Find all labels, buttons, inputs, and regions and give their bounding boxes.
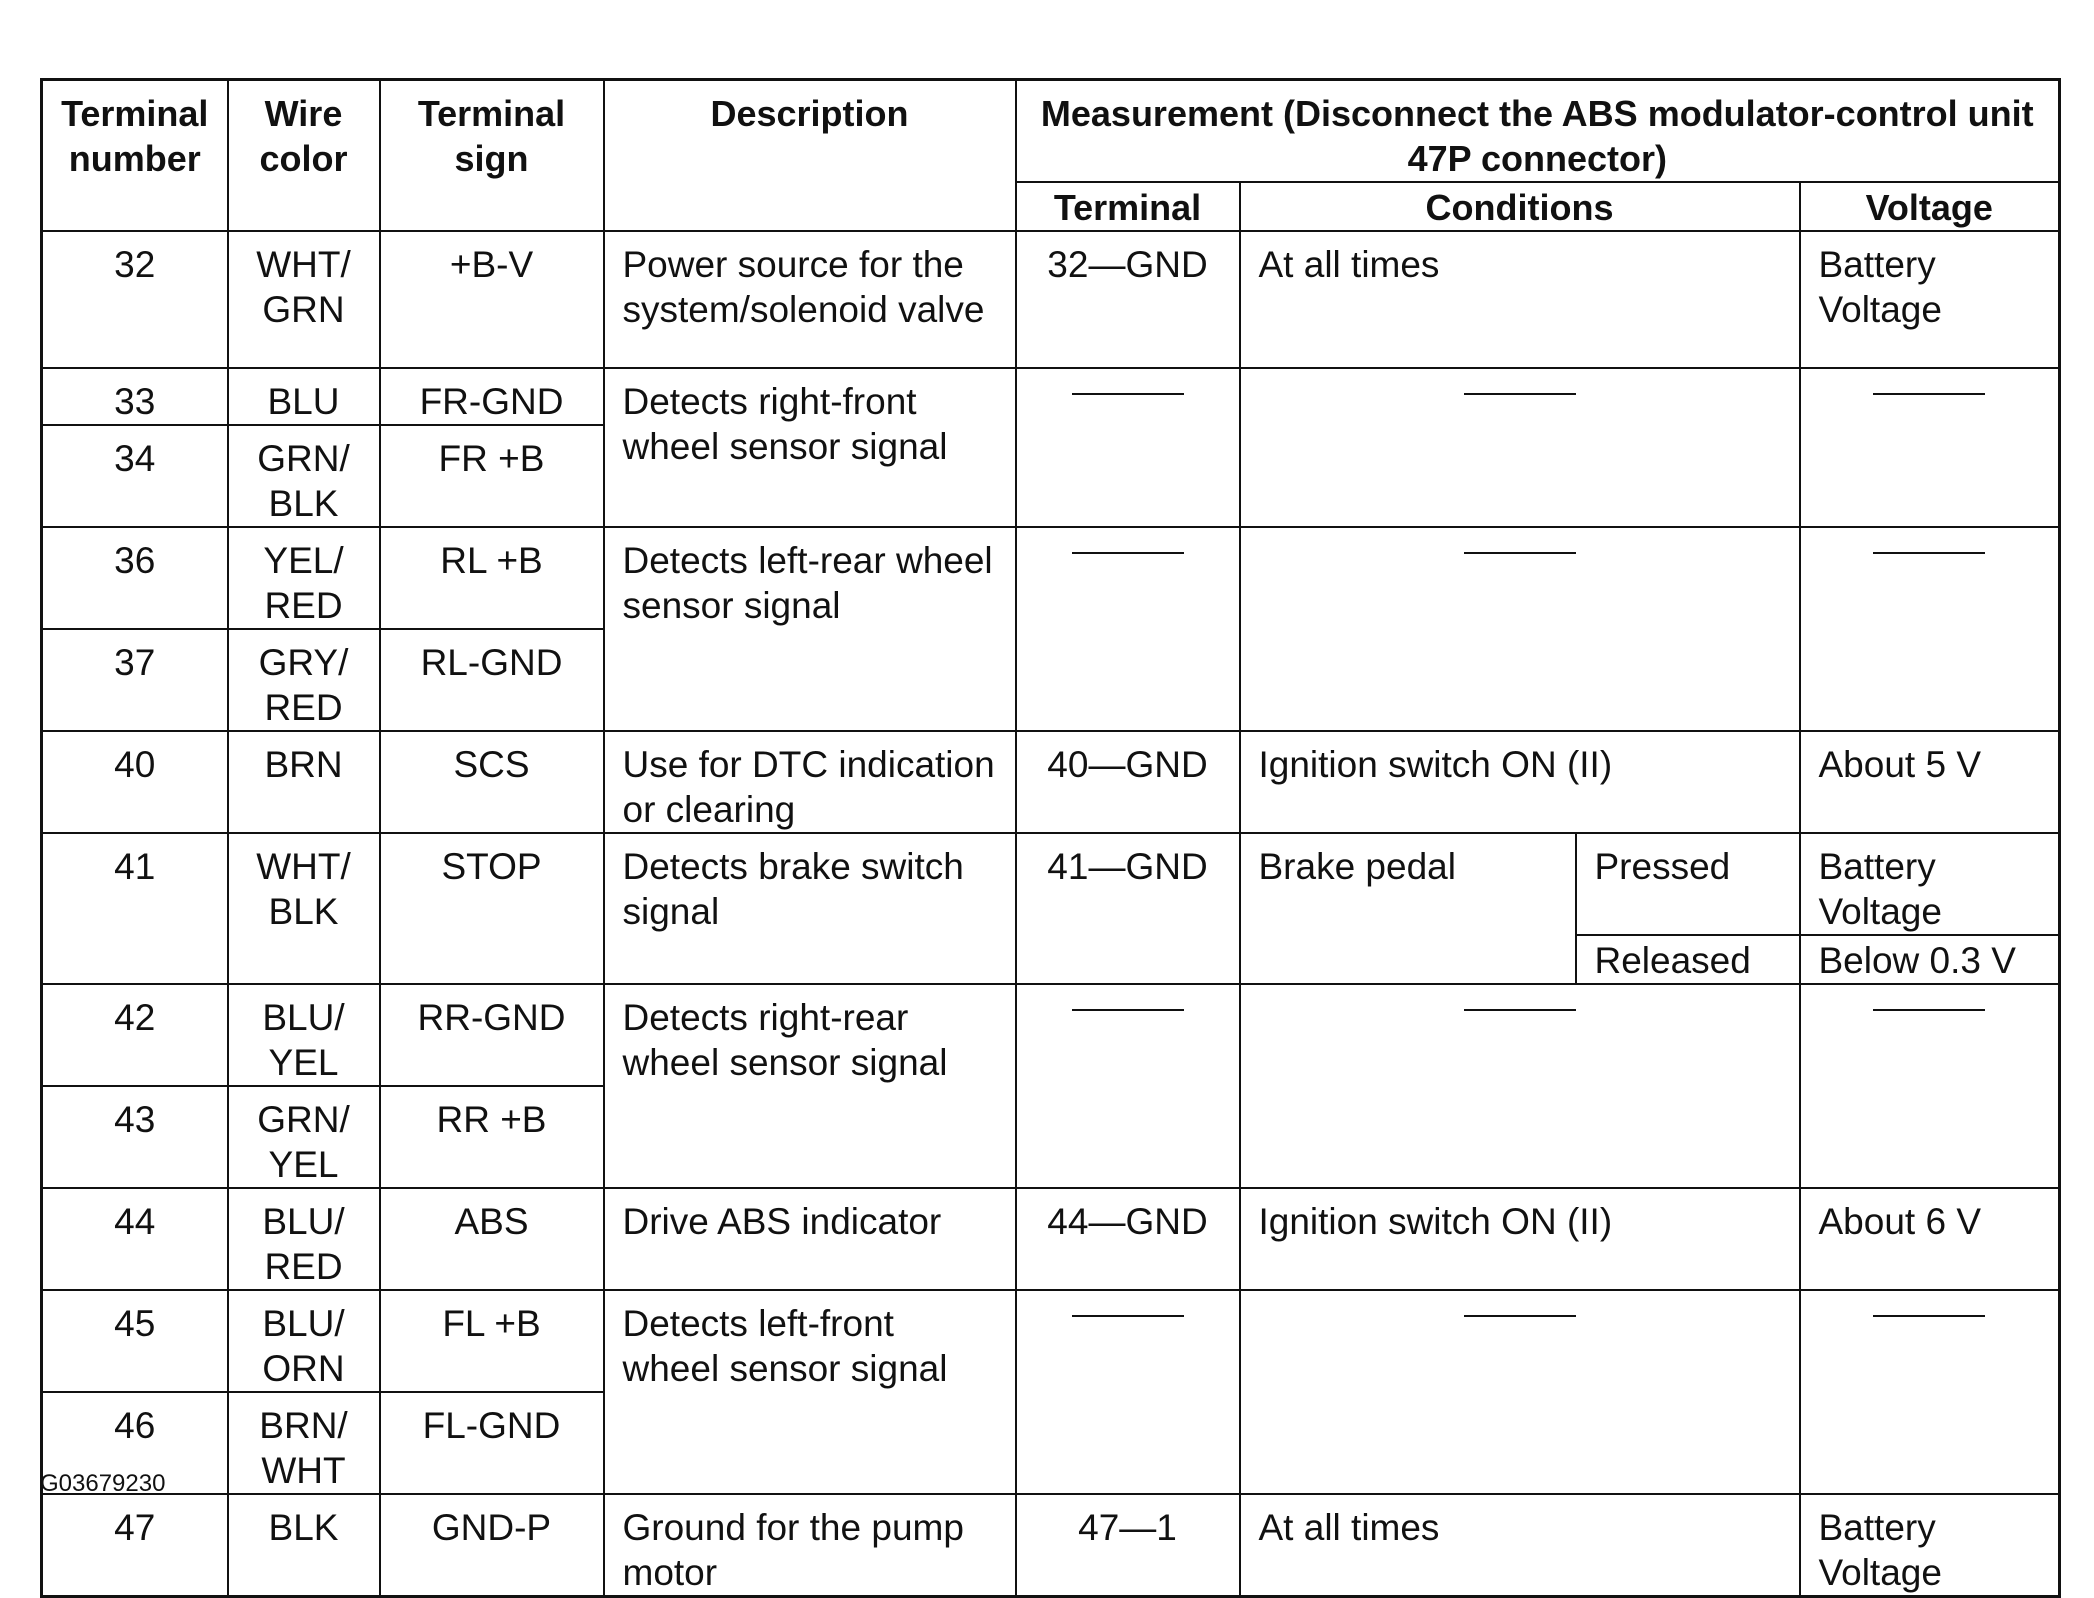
terminal-number: 34 [42,425,228,527]
dash-line [1464,393,1576,395]
terminal-number: 33 [42,368,228,425]
measure-conditions: Ignition switch ON (II) [1240,731,1800,833]
wire-color: GRN/ BLK [228,425,380,527]
table-row [42,1290,2060,1392]
measure-conditions-none [1240,1290,1800,1494]
terminal-number: 45 [42,1290,228,1392]
figure-id: G03679230 [40,1470,166,1497]
measure-conditions: At all times [1240,1494,1800,1597]
terminal-sign: ABS [380,1188,604,1290]
terminal-number: 40 [42,731,228,833]
measure-terminal: 32—GND [1016,231,1240,368]
terminal-number: 47 [42,1494,228,1597]
measure-state-released: Released [1576,935,1800,984]
header-measurement: Measurement (Disconnect the ABS modulator-control unit 47P connector) [1016,80,2060,183]
measure-conditions-none [1240,368,1800,527]
measure-voltage: About 6 V [1800,1188,2060,1290]
wire-color: GRY/ RED [228,629,380,731]
terminal-number: 41 [42,833,228,984]
measure-terminal: 41—GND [1016,833,1240,984]
table-row [42,1188,2060,1290]
terminal-sign: RR-GND [380,984,604,1086]
table-row [42,368,2060,425]
measure-conditions-none [1240,527,1800,731]
terminal-sign: FL +B [380,1290,604,1392]
description: Ground for the pump motor [604,1494,1016,1597]
measure-terminal: 40—GND [1016,731,1240,833]
measure-voltage-pressed: Battery Voltage [1800,833,2060,935]
wire-color: BRN [228,731,380,833]
terminal-number: 32 [42,231,228,368]
terminal-sign: FL-GND [380,1392,604,1494]
terminal-sign: RL +B [380,527,604,629]
measure-conditions: Brake pedal [1240,833,1576,984]
terminal-number: 42 [42,984,228,1086]
measure-voltage-none [1800,984,2060,1188]
terminal-sign: +B-V [380,231,604,368]
description: Drive ABS indicator [604,1188,1016,1290]
wire-color: BLU/ RED [228,1188,380,1290]
description: Detects left-rear wheel sensor signal [604,527,1016,731]
dash-line [1072,1315,1184,1317]
dash-line [1873,1315,1985,1317]
header-terminal-sign: Terminal sign [380,80,604,232]
terminal-sign: STOP [380,833,604,984]
table-row [42,731,2060,833]
terminal-sign: RL-GND [380,629,604,731]
terminal-number: 44 [42,1188,228,1290]
description: Detects left-front wheel sensor signal [604,1290,1016,1494]
measure-voltage-none [1800,368,2060,527]
description: Power source for the system/solenoid valve [604,231,1016,368]
description: Detects right-rear wheel sensor signal [604,984,1016,1188]
table-row [42,984,2060,1086]
table-row [42,527,2060,629]
table-row [42,1494,2060,1597]
wire-color: GRN/ YEL [228,1086,380,1188]
measure-voltage-none [1800,527,2060,731]
terminal-number: 43 [42,1086,228,1188]
measure-voltage: Battery Voltage [1800,231,2060,368]
wire-color: WHT/ GRN [228,231,380,368]
terminal-sign: GND-P [380,1494,604,1597]
measure-terminal-none [1016,527,1240,731]
terminal-number: 46 [42,1392,228,1494]
table-row [42,833,2060,935]
dash-line [1464,1009,1576,1011]
dash-line [1072,1009,1184,1011]
dash-line [1072,552,1184,554]
terminal-number: 36 [42,527,228,629]
measure-conditions: At all times [1240,231,1800,368]
header-description: Description [604,80,1016,232]
measure-conditions-none [1240,984,1800,1188]
measure-terminal: 47—1 [1016,1494,1240,1597]
header-measurement-conditions: Conditions [1240,182,1800,231]
header-wire-color: Wire color [228,80,380,232]
measure-terminal: 44—GND [1016,1188,1240,1290]
measure-terminal-none [1016,984,1240,1188]
dash-line [1072,393,1184,395]
measure-conditions: Ignition switch ON (II) [1240,1188,1800,1290]
terminal-sign: FR-GND [380,368,604,425]
description: Detects right-front wheel sensor signal [604,368,1016,527]
header-measurement-voltage: Voltage [1800,182,2060,231]
measure-voltage-released: Below 0.3 V [1800,935,2060,984]
header-measurement-terminal: Terminal [1016,182,1240,231]
abs-terminal-table [40,78,2061,1598]
dash-line [1464,1315,1576,1317]
measure-terminal-none [1016,1290,1240,1494]
dash-line [1464,552,1576,554]
terminal-sign: SCS [380,731,604,833]
measure-terminal-none [1016,368,1240,527]
wire-color: WHT/ BLK [228,833,380,984]
dash-line [1873,393,1985,395]
description: Detects brake switch signal [604,833,1016,984]
measure-voltage: About 5 V [1800,731,2060,833]
terminal-sign: FR +B [380,425,604,527]
wire-color: YEL/ RED [228,527,380,629]
measure-state-pressed: Pressed [1576,833,1800,935]
table-row [42,231,2060,368]
header-terminal-number: Terminal number [42,80,228,232]
wire-color: BRN/ WHT [228,1392,380,1494]
wire-color: BLU/ ORN [228,1290,380,1392]
measure-voltage-none [1800,1290,2060,1494]
wire-color: BLK [228,1494,380,1597]
dash-line [1873,552,1985,554]
description: Use for DTC indication or clearing [604,731,1016,833]
terminal-sign: RR +B [380,1086,604,1188]
dash-line [1873,1009,1985,1011]
terminal-number: 37 [42,629,228,731]
measure-voltage: Battery Voltage [1800,1494,2060,1597]
wire-color: BLU [228,368,380,425]
wire-color: BLU/ YEL [228,984,380,1086]
